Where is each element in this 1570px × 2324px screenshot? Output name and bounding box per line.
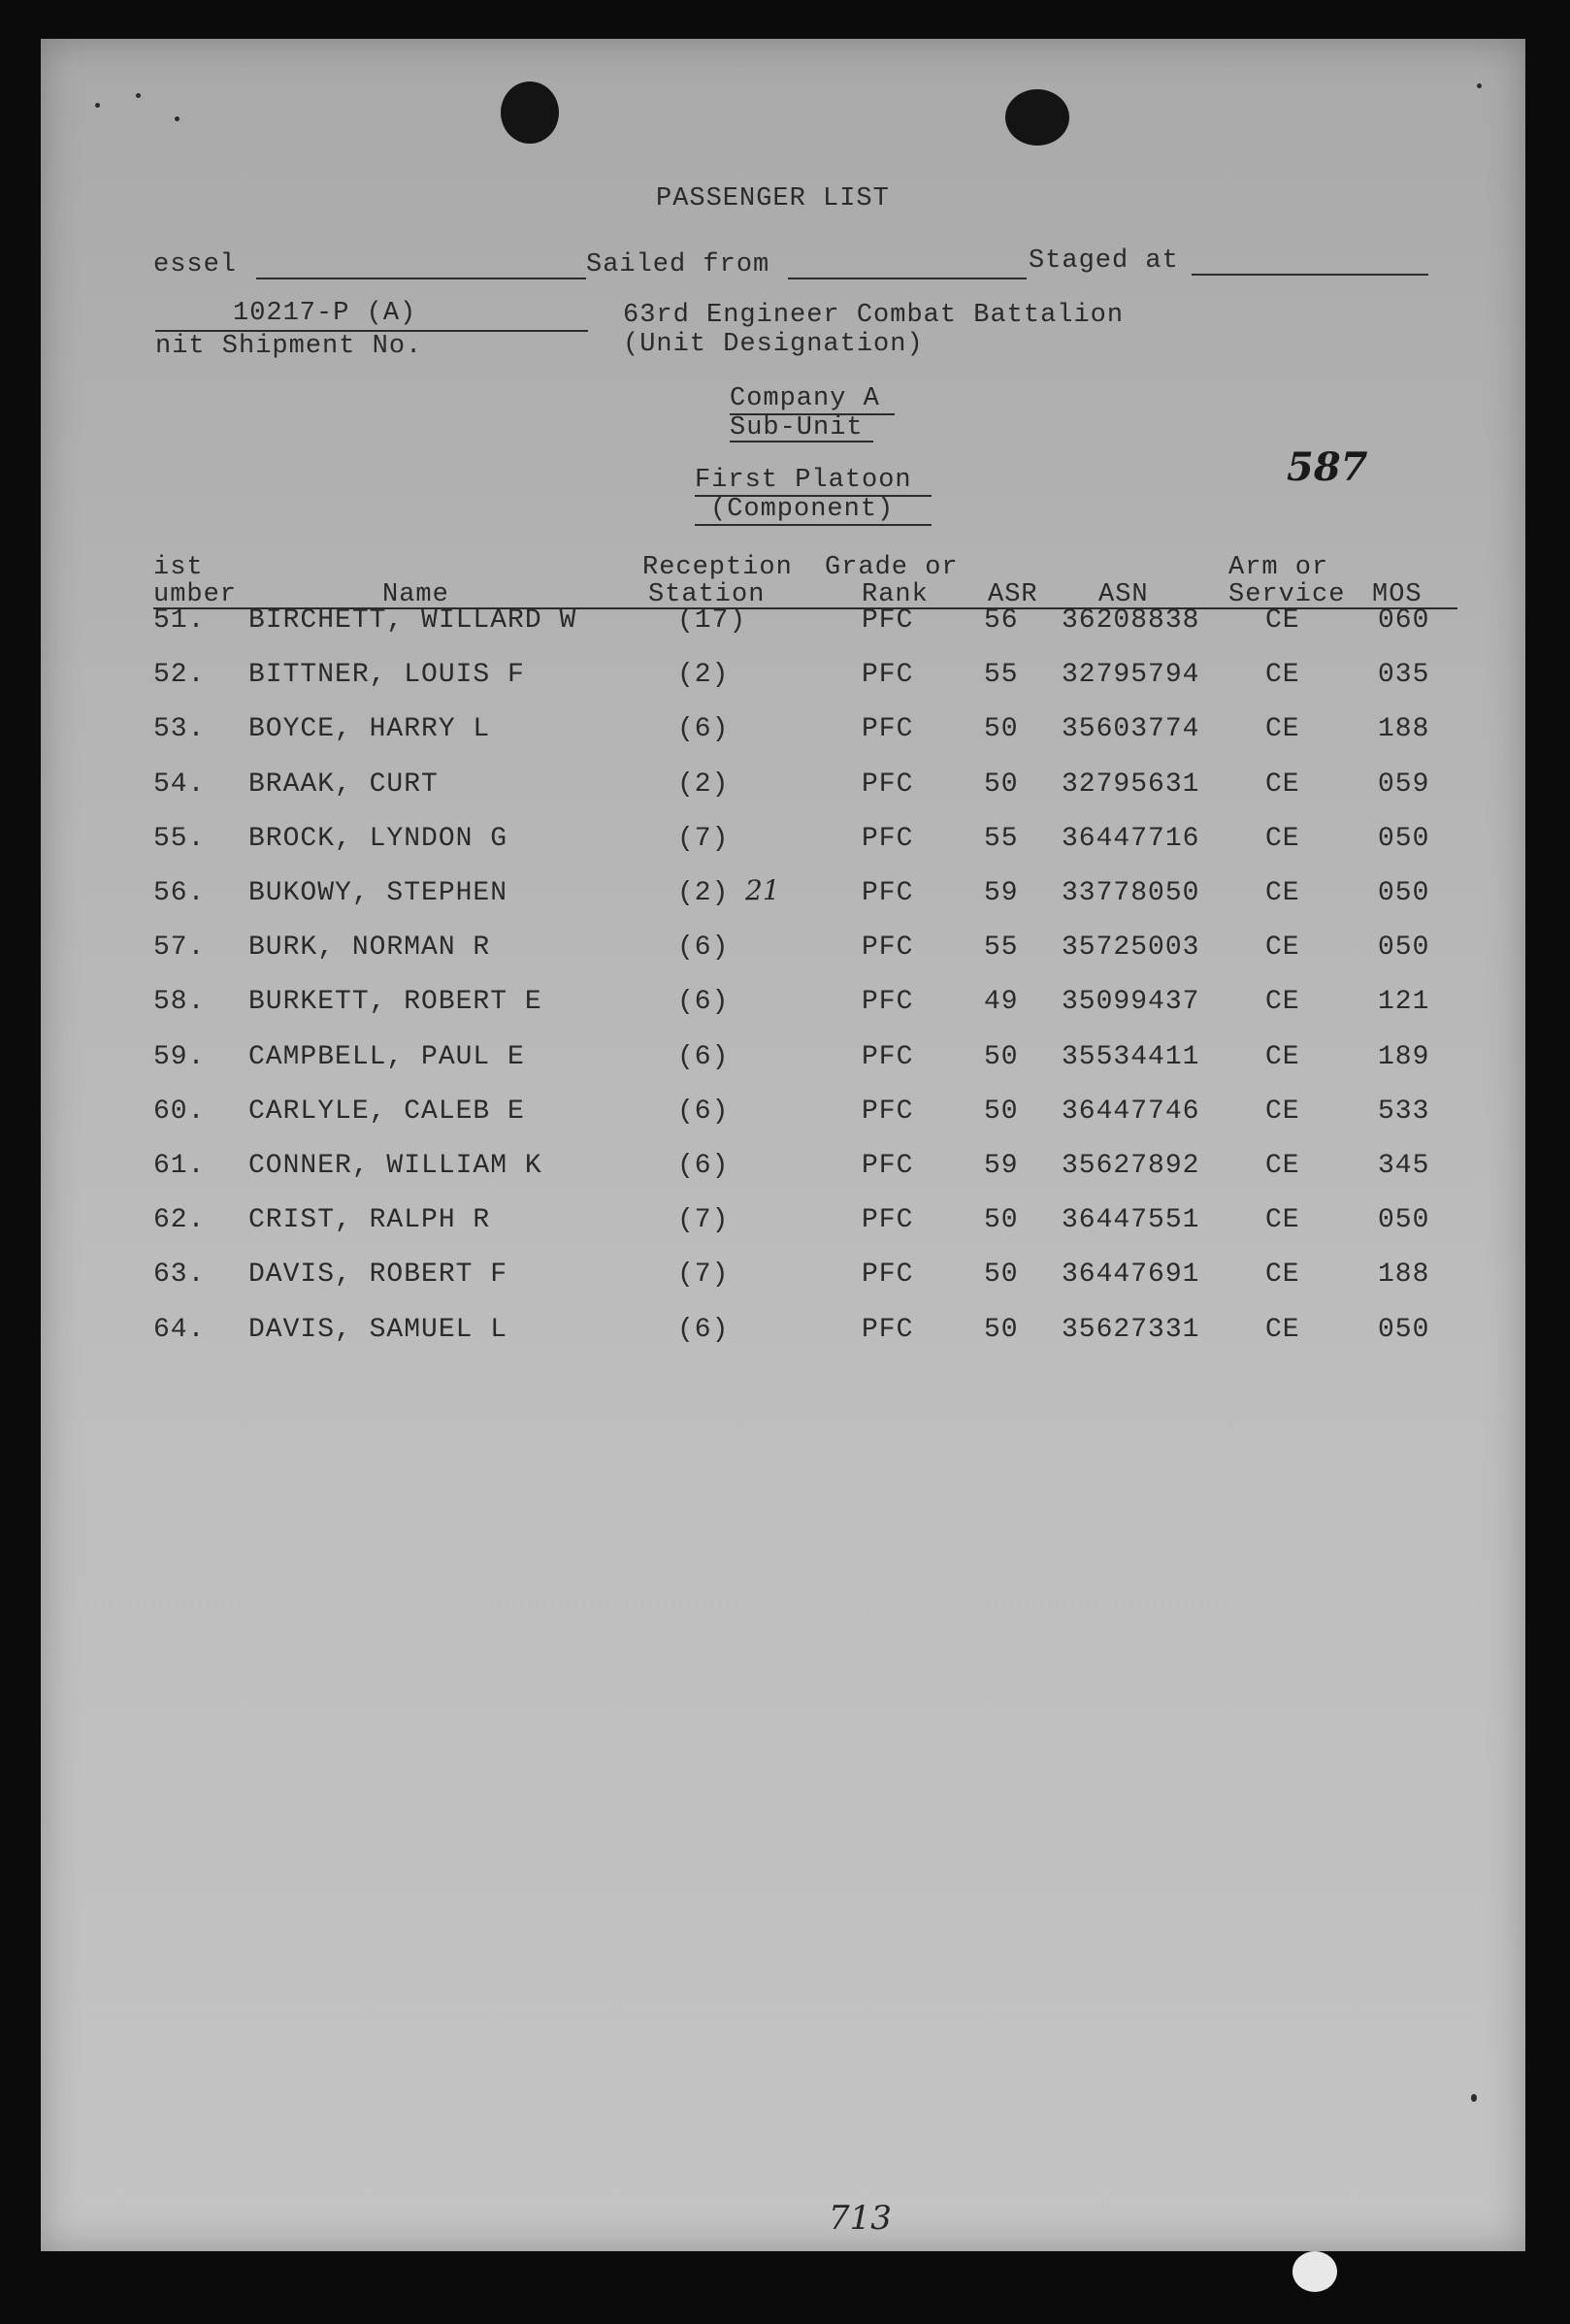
document-title: PASSENGER LIST <box>656 184 890 213</box>
row-grade: PFC <box>862 1260 914 1291</box>
row-reception-station: (6) <box>677 1151 730 1181</box>
handwritten-footer-number: 713 <box>829 2199 892 2238</box>
speck <box>95 103 100 108</box>
row-list-number: 60. <box>153 1096 206 1127</box>
row-arm: CE <box>1265 769 1300 800</box>
row-asr: 50 <box>984 1314 1019 1345</box>
row-asr: 50 <box>984 1260 1019 1291</box>
row-mos: 533 <box>1378 1096 1430 1127</box>
row-name: BITTNER, LOUIS F <box>248 660 525 691</box>
row-grade: PFC <box>862 933 914 964</box>
row-name: CARLYLE, CALEB E <box>248 1096 525 1127</box>
row-reception-station: (6) <box>677 933 730 964</box>
row-reception-station: (2) <box>677 660 730 691</box>
document-page <box>41 39 1525 2251</box>
row-grade: PFC <box>862 606 914 636</box>
row-grade: PFC <box>862 1041 914 1072</box>
row-list-number: 56. <box>153 878 206 908</box>
page-corner-notch <box>1292 2251 1337 2292</box>
row-asn: 36447691 <box>1062 1260 1200 1291</box>
row-name: BUKOWY, STEPHEN <box>248 878 508 908</box>
row-asr: 50 <box>984 1041 1019 1072</box>
staged-at-label: Staged at <box>1029 246 1179 276</box>
col-arm-line2: Service <box>1228 580 1346 609</box>
row-reception-station: (6) <box>677 1096 730 1127</box>
row-asr: 50 <box>984 1096 1019 1127</box>
component-value: First Platoon <box>695 466 912 495</box>
sub-unit-value: Company A <box>730 384 880 413</box>
col-mos: MOS <box>1372 580 1423 609</box>
row-grade: PFC <box>862 714 914 745</box>
row-reception-station: (7) <box>677 1260 730 1291</box>
row-asr: 55 <box>984 933 1019 964</box>
row-arm: CE <box>1265 1096 1300 1127</box>
row-name: BOYCE, HARRY L <box>248 714 491 745</box>
row-arm: CE <box>1265 1041 1300 1072</box>
speck <box>136 93 141 98</box>
row-asr: 50 <box>984 714 1019 745</box>
row-asr: 56 <box>984 606 1019 636</box>
col-name: Name <box>382 580 449 609</box>
speck <box>1471 2094 1477 2102</box>
row-reception-station: (17) <box>677 606 747 636</box>
row-grade: PFC <box>862 769 914 800</box>
row-list-number: 61. <box>153 1151 206 1181</box>
row-mos: 050 <box>1378 878 1430 908</box>
speck <box>1477 83 1482 88</box>
row-asr: 50 <box>984 1205 1019 1236</box>
row-name: DAVIS, ROBERT F <box>248 1260 508 1291</box>
col-asn: ASN <box>1098 580 1149 609</box>
row-name: BURK, NORMAN R <box>248 933 491 964</box>
row-asr: 55 <box>984 823 1019 854</box>
component-label: (Component) <box>710 495 895 524</box>
row-mos: 050 <box>1378 933 1430 964</box>
row-arm: CE <box>1265 714 1300 745</box>
handwritten-page-number: 587 <box>1287 444 1368 490</box>
col-reception-line1: Reception <box>642 553 793 582</box>
col-arm-line1: Arm or <box>1228 553 1329 582</box>
row-reception-station: (6) <box>677 1314 730 1345</box>
row-list-number: 51. <box>153 606 206 636</box>
row-asn: 36208838 <box>1062 606 1200 636</box>
row-arm: CE <box>1265 1151 1300 1181</box>
punch-hole-left <box>501 82 559 144</box>
row-asn: 32795631 <box>1062 769 1200 800</box>
row-grade: PFC <box>862 1314 914 1345</box>
col-reception-line2: Station <box>648 580 766 609</box>
row-asn: 36447551 <box>1062 1205 1200 1236</box>
unit-designation-value: 63rd Engineer Combat Battalion <box>623 301 1125 330</box>
row-name: BURKETT, ROBERT E <box>248 987 542 1018</box>
row-asr: 49 <box>984 987 1019 1018</box>
row-name: BROCK, LYNDON G <box>248 823 508 854</box>
row-asr: 55 <box>984 660 1019 691</box>
row-mos: 060 <box>1378 606 1430 636</box>
speck <box>175 116 180 121</box>
staged-at-line <box>1192 274 1428 276</box>
row-station-handwritten-note: 21 <box>745 874 780 906</box>
row-arm: CE <box>1265 1205 1300 1236</box>
vessel-line <box>256 278 586 279</box>
row-reception-station: (2) <box>677 878 730 908</box>
row-mos: 189 <box>1378 1041 1430 1072</box>
row-list-number: 55. <box>153 823 206 854</box>
row-list-number: 62. <box>153 1205 206 1236</box>
row-grade: PFC <box>862 987 914 1018</box>
row-list-number: 58. <box>153 987 206 1018</box>
row-asn: 35627331 <box>1062 1314 1200 1345</box>
row-asn: 33778050 <box>1062 878 1200 908</box>
row-arm: CE <box>1265 933 1300 964</box>
row-mos: 035 <box>1378 660 1430 691</box>
row-arm: CE <box>1265 606 1300 636</box>
row-list-number: 63. <box>153 1260 206 1291</box>
row-reception-station: (6) <box>677 987 730 1018</box>
col-list-number-line2: umber <box>153 580 238 609</box>
row-mos: 345 <box>1378 1151 1430 1181</box>
row-grade: PFC <box>862 1151 914 1181</box>
component-label-line <box>695 524 932 526</box>
col-asr: ASR <box>988 580 1038 609</box>
row-asn: 36447746 <box>1062 1096 1200 1127</box>
punch-hole-right <box>1005 89 1069 146</box>
row-mos: 050 <box>1378 1314 1430 1345</box>
sub-unit-label-line <box>730 441 873 442</box>
row-asn: 35603774 <box>1062 714 1200 745</box>
row-name: CRIST, RALPH R <box>248 1205 491 1236</box>
row-grade: PFC <box>862 878 914 908</box>
row-mos: 121 <box>1378 987 1430 1018</box>
row-grade: PFC <box>862 660 914 691</box>
unit-designation-label: (Unit Designation) <box>623 330 924 359</box>
row-grade: PFC <box>862 823 914 854</box>
row-asn: 35725003 <box>1062 933 1200 964</box>
row-mos: 188 <box>1378 714 1430 745</box>
row-name: BIRCHETT, WILLARD W <box>248 606 577 636</box>
row-list-number: 59. <box>153 1041 206 1072</box>
row-arm: CE <box>1265 660 1300 691</box>
row-arm: CE <box>1265 1260 1300 1291</box>
sailed-from-label: Sailed from <box>586 250 770 279</box>
row-mos: 050 <box>1378 1205 1430 1236</box>
row-arm: CE <box>1265 987 1300 1018</box>
shipment-number-value: 10217-P (A) <box>233 299 417 328</box>
col-list-number-line1: ist <box>153 553 204 582</box>
row-reception-station: (6) <box>677 1041 730 1072</box>
row-list-number: 52. <box>153 660 206 691</box>
row-asr: 50 <box>984 769 1019 800</box>
col-grade-line1: Grade or <box>825 553 959 582</box>
col-grade-line2: Rank <box>862 580 929 609</box>
row-reception-station: (7) <box>677 823 730 854</box>
row-list-number: 64. <box>153 1314 206 1345</box>
row-grade: PFC <box>862 1205 914 1236</box>
row-arm: CE <box>1265 1314 1300 1345</box>
row-name: BRAAK, CURT <box>248 769 439 800</box>
row-list-number: 54. <box>153 769 206 800</box>
row-reception-station: (6) <box>677 714 730 745</box>
row-asr: 59 <box>984 878 1019 908</box>
row-mos: 059 <box>1378 769 1430 800</box>
row-list-number: 53. <box>153 714 206 745</box>
row-reception-station: (7) <box>677 1205 730 1236</box>
row-list-number: 57. <box>153 933 206 964</box>
row-arm: CE <box>1265 878 1300 908</box>
row-grade: PFC <box>862 1096 914 1127</box>
row-mos: 050 <box>1378 823 1430 854</box>
row-asr: 59 <box>984 1151 1019 1181</box>
vessel-label: essel <box>153 250 238 279</box>
row-arm: CE <box>1265 823 1300 854</box>
row-name: CAMPBELL, PAUL E <box>248 1041 525 1072</box>
row-name: CONNER, WILLIAM K <box>248 1151 542 1181</box>
row-asn: 32795794 <box>1062 660 1200 691</box>
sailed-from-line <box>788 278 1027 279</box>
row-mos: 188 <box>1378 1260 1430 1291</box>
sub-unit-label: Sub-Unit <box>730 413 864 442</box>
row-asn: 35099437 <box>1062 987 1200 1018</box>
row-asn: 36447716 <box>1062 823 1200 854</box>
row-asn: 35534411 <box>1062 1041 1200 1072</box>
shipment-number-label: nit Shipment No. <box>155 332 423 361</box>
row-asn: 35627892 <box>1062 1151 1200 1181</box>
row-name: DAVIS, SAMUEL L <box>248 1314 508 1345</box>
row-reception-station: (2) <box>677 769 730 800</box>
